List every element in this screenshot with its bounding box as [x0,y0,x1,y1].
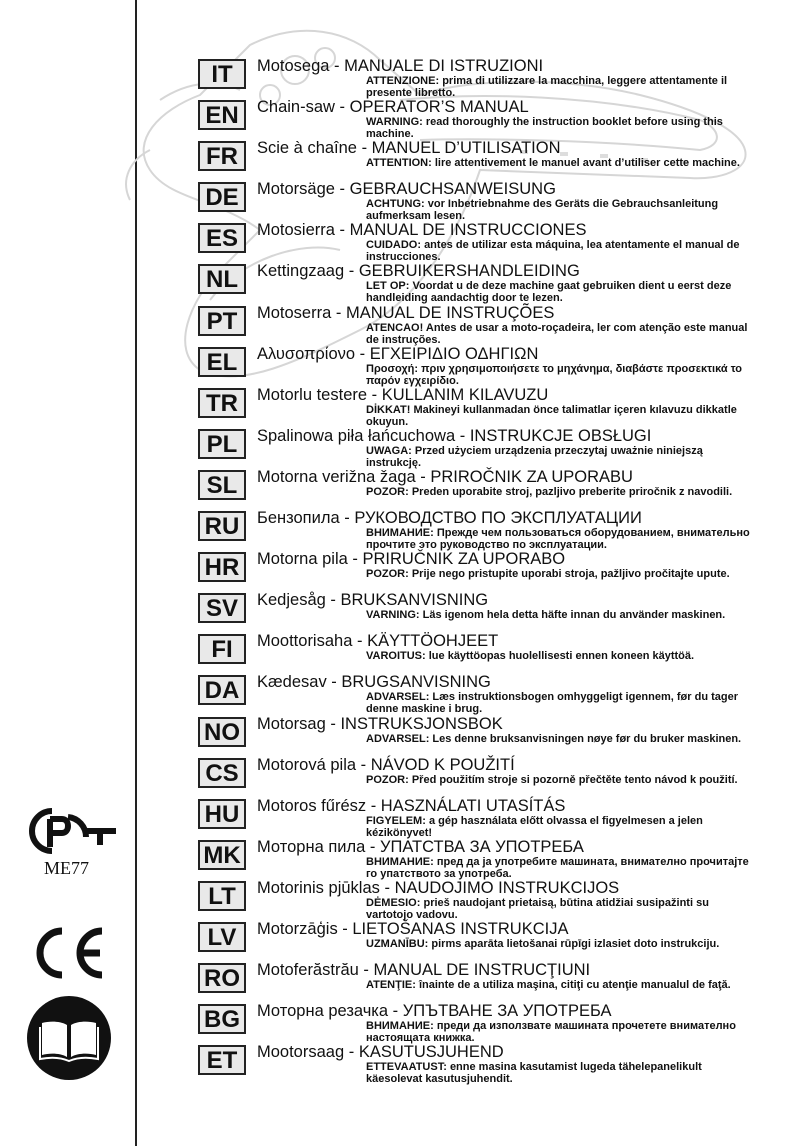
product-name: Mootorsaag [257,1043,345,1062]
manual-name: УПАТСТВА ЗА УПОТРЕБА [379,837,584,856]
manual-name: MANUALE DI ISTRUZIONI [344,57,544,75]
product-name: Kettingzaag [257,262,345,281]
warning-keyword: CUIDADO: [366,239,421,252]
title-separator: - [339,509,355,528]
language-entry-no [198,715,758,756]
language-code-badge: FI [198,634,246,664]
title-separator: - [344,1043,359,1062]
warning-body: Antes de usar a moto-roçadeira, ler com atenção este manual de instruções. [366,321,748,346]
product-name: Motoserra [257,303,332,322]
language-entry-ru [198,509,758,550]
product-name: Scie à chaîne [257,139,357,158]
language-entry-de [198,180,758,221]
warning-keyword: DĖMESIO: [366,896,421,909]
title-separator: - [331,303,346,322]
manual-name: KULLANIM KILAVUZU [381,385,549,404]
warning-keyword: POZOR: [366,485,409,498]
title-separator: - [352,632,368,651]
warning-text [366,609,751,621]
warning-body: преди да използвате машината прочетете внимателно настоящата книжка. [366,1020,736,1045]
language-code-badge: CS [198,758,246,788]
warning-body: vor Inbetriebnahme des Geräts die Gebrauchsanleitung aufmerksam lesen. [366,198,719,223]
warning-keyword: FIGYELEM: [366,814,426,827]
language-entry-et [198,1043,758,1084]
warning-body: lue käyttöopas huolellisesti ennen koneen käyttöä. [428,650,695,663]
language-code-badge: LT [198,881,246,911]
warning-body: pirms aparāta lietošanai rūpīgi izlasiet doto instrukciju. [431,937,720,950]
manual-name: MANUEL D’UTILISATION [371,139,561,158]
manual-name: INSTRUKSJONSBOK [340,714,503,733]
language-code-badge: SL [198,470,246,500]
manual-name: GEBRAUCHSANWEISUNG [349,180,556,199]
warning-body: Makineyi kullanmadan önce talimatlar içeren kılavuzu dikkatle okuyun. [366,403,737,428]
warning-text [366,486,751,498]
language-entry-ro [198,961,758,1002]
language-entry-hu [198,797,758,838]
manual-name: NAUDOJIMO INSTRUKCIJOS [394,878,620,897]
language-entry-es [198,221,758,262]
language-entry-it [198,57,758,98]
warning-keyword: ВНИМАНИЕ: [366,855,434,868]
warning-body: πριν χρησιμοποιήσετε το μηχάνημα, διαβάστε προσεκτικά το παρόν εγχειρίδιο. [366,362,743,387]
manual-name: KÄYTTÖOHJEET [367,632,499,651]
warning-keyword: ADVARSEL: [366,691,430,704]
manual-name: BRUKSANVISNING [340,591,489,610]
title-separator: - [367,385,382,404]
language-entry-sv [198,591,758,632]
product-name: Motosega [257,57,330,75]
manual-title [257,386,548,405]
warning-text [366,198,751,222]
language-code-badge: RU [198,511,246,541]
manual-title [257,715,503,734]
language-entry-tr [198,386,758,427]
manual-name: OPERATOR’S MANUAL [349,98,529,117]
warning-text [366,938,751,950]
warning-body: înainte de a utiliza maşina, citiţi cu atenţie manualul de faţă. [418,979,731,992]
title-separator: - [356,139,372,158]
warning-text [366,815,751,839]
manual-title [257,221,586,240]
product-name: Chain-saw [257,98,335,117]
warning-body: antes de utilizar esta máquina, lea atentamente el manual de instrucciones. [366,239,740,264]
warning-keyword: ETTEVAATUST: [366,1061,447,1074]
warning-keyword: LET OP: [366,280,410,293]
certification-code: ME77 [44,858,89,878]
warning-keyword: POZOR: [366,568,409,581]
product-name: Motorová pila [257,755,357,774]
warning-text [366,116,751,140]
language-code-badge: ET [198,1045,246,1075]
warning-keyword: ATTENTION: [366,157,432,170]
warning-body: Prije nego pristupite uporabi stroja, pažljivo pročitajte upute. [411,568,730,581]
warning-keyword: Προσοχή: [366,362,419,375]
warning-text [366,280,751,304]
title-separator: - [356,755,371,774]
manual-name: INSTRUKCJE OBSŁUGI [469,426,652,445]
warning-body: lire attentivement le manuel avant d’utiliser cette machine. [434,157,740,170]
product-name: Motorlu testere [257,385,368,404]
language-code-badge: EL [198,347,246,377]
language-entries [198,57,758,1084]
warning-keyword: UZMANĪBU: [366,937,429,950]
title-separator: - [344,262,359,281]
warning-keyword: WARNING: [366,116,423,129]
warning-keyword: ACHTUNG: [366,198,425,211]
warning-text [366,691,751,715]
warning-body: prima di utilizzare la macchina, leggere attentamente il presente libretto. [366,75,728,99]
title-separator: - [329,57,345,75]
title-separator: - [325,591,341,610]
language-code-badge: ES [198,223,246,253]
title-separator: - [358,961,374,980]
warning-text [366,650,751,662]
title-separator: - [334,98,350,117]
product-name: Motorsag [257,714,326,733]
title-separator: - [415,467,431,486]
language-code-badge: PL [198,429,246,459]
language-entry-fi [198,632,758,673]
warning-body: Preden uporabite stroj, pazljivo preberite priročnik z navodili. [411,485,733,498]
warning-body: a gép használata előtt olvassa el figyelmesen a jelen kézikönyvet! [366,814,703,839]
language-entry-fr [198,139,758,180]
language-code-badge: NL [198,264,246,294]
language-entry-nl [198,262,758,303]
manual-name: MANUAL DE INSTRUÇÕES [345,303,555,322]
warning-keyword: ВНИМАНИЕ: [366,527,434,540]
product-name: Moottorisaha [257,632,353,651]
warning-keyword: POZOR: [366,773,409,786]
title-separator: - [388,1002,403,1021]
language-entry-pt [198,304,758,345]
warning-keyword: ATTENZIONE: [366,75,440,87]
language-code-badge: MK [198,840,246,870]
product-name: Motorinis pjūklas [257,878,380,897]
manual-title [257,961,590,980]
product-name: Бензопила [257,509,340,528]
language-code-badge: HU [198,799,246,829]
warning-keyword: ADVARSEL: [366,732,430,745]
product-name: Motosierra [257,221,335,240]
warning-text [366,363,751,387]
title-separator: - [347,550,363,569]
manual-title [257,1002,612,1021]
title-separator: - [455,426,470,445]
warning-text [366,404,751,428]
language-code-badge: LV [198,922,246,952]
language-entry-el [198,345,758,386]
manual-name: BRUGSANVISNING [341,673,491,692]
manual-title [257,632,498,651]
warning-body: Před použitím stroje si pozorně přečtěte tento návod k použití. [411,773,738,786]
manual-title [257,879,619,898]
manual-title [257,98,529,117]
warning-body: Прежде чем пользоваться оборудованием, внимательно прочтите это руководство по эксплуатации. [366,527,750,552]
manual-name: УПЪТВАНЕ ЗА УПОТРЕБА [402,1002,612,1021]
title-separator: - [355,344,370,363]
language-code-badge: DE [198,182,246,212]
manual-title [257,550,565,569]
product-name: Kedjesåg [257,591,326,610]
manual-name: GEBRUIKERSHANDLEIDING [358,262,580,281]
language-code-badge: IT [198,59,246,89]
warning-keyword: UWAGA: [366,444,412,457]
warning-text [366,979,751,991]
product-name: Motorna verižna žaga [257,467,416,486]
warning-body: enne masina kasutamist lugeda tähelepanelikult käesolevat kasutusjuhendit. [366,1061,702,1086]
manual-title [257,920,568,939]
warning-keyword: ATENCAO! [366,321,424,334]
language-entry-en [198,98,758,139]
ce-mark-icon [28,925,108,981]
language-entry-lt [198,879,758,920]
language-code-badge: TR [198,388,246,418]
warning-text [366,1061,751,1085]
warning-text [366,157,751,169]
language-code-badge: SV [198,593,246,623]
warning-body: Voordat u de deze machine gaat gebruiken dient u eerst deze handleiding aandachtig door te lezen. [366,280,732,305]
warning-text [366,856,751,880]
warning-body: prieš naudojant prietaisą, būtina atidžiai susipažinti su vartotojo vadovu. [366,896,709,921]
title-separator: - [325,714,341,733]
warning-body: Läs igenom hela detta häfte innan du använder maskinen. [422,609,726,622]
title-separator: - [334,180,350,199]
title-separator: - [337,919,353,938]
warning-body: Les denne bruksanvisningen nøye før du bruker maskinen. [432,732,742,745]
warning-keyword: DİKKAT! [366,403,411,416]
warning-body: Przed użyciem urządzenia przeczytaj uważnie niniejszą instrukcję. [366,444,703,469]
product-name: Motoros fűrész [257,796,367,815]
manual-name: MANUAL DE INSTRUCŢIUNI [373,961,591,980]
language-code-badge: DA [198,675,246,705]
title-separator: - [379,878,395,897]
warning-keyword: VAROITUS: [366,650,426,663]
manual-title [257,797,565,816]
manual-name: NÁVOD K POUŽITÍ [370,755,515,774]
manual-title [257,262,580,281]
manual-name: ΕΓΧΕΙΡΙΔΙΟ ΟΔΗΓΙΩΝ [369,344,539,363]
warning-body: read thoroughly the instruction booklet before using this machine. [366,116,723,141]
product-name: Motorzāģis [257,919,338,938]
manual-name: LIETOŠANAS INSTRUKCIJA [352,919,569,938]
warning-text [366,733,751,745]
manual-title [257,756,515,775]
manual-name: РУКОВОДСТВО ПО ЭКСПЛУАТАЦИИ [354,509,642,528]
manual-title [257,180,556,199]
product-name: Моторна пила [257,837,366,856]
manual-title [257,304,554,323]
warning-text [366,774,751,786]
language-entry-bg [198,1002,758,1043]
manual-name: PRIROČNIK ZA UPORABU [430,467,633,486]
language-code-badge: RO [198,963,246,993]
manual-title [257,427,651,446]
manual-title [257,345,538,364]
manual-title [257,509,642,528]
title-separator: - [365,837,380,856]
manual-title [257,591,488,610]
language-code-badge: HR [198,552,246,582]
language-entry-cs [198,756,758,797]
language-entry-mk [198,838,758,879]
title-separator: - [334,221,350,240]
warning-text [366,897,751,921]
product-name: Моторна резачка [257,1002,389,1021]
product-name: Spalinowa piła łańcuchowa [257,426,456,445]
product-name: Motorna pila [257,550,348,569]
manual-name: HASZNÁLATI UTASÍTÁS [380,796,566,815]
manual-name: MANUAL DE INSTRUCCIONES [349,221,587,240]
warning-text [366,75,751,99]
gost-pct-icon [28,807,120,855]
manual-title [257,838,584,857]
language-entry-lv [198,920,758,961]
manual-title [257,57,543,76]
warning-text [366,527,751,551]
language-code-badge: EN [198,100,246,130]
product-name: Αλυσοπρίονο [257,344,356,363]
product-name: Kædesav [257,673,327,692]
language-entry-hr [198,550,758,591]
warning-text [366,322,751,346]
language-code-badge: FR [198,141,246,171]
warning-text [366,239,751,263]
language-code-badge: NO [198,717,246,747]
warning-text [366,1020,751,1044]
warning-text [366,445,751,469]
language-code-badge: PT [198,306,246,336]
warning-keyword: ATENŢIE: [366,979,416,992]
warning-keyword: ВНИМАНИЕ: [366,1020,434,1033]
language-code-badge: BG [198,1004,246,1034]
manual-title [257,139,561,158]
manual-name: PRIRUČNIK ZA UPORABO [362,550,566,569]
language-entry-sl [198,468,758,509]
manual-name: KASUTUSJUHEND [358,1043,504,1062]
manual-title [257,1043,504,1062]
title-separator: - [366,796,381,815]
manual-title [257,673,491,692]
language-entry-da [198,673,758,714]
warning-body: пред да ја употребите машината, внимателно прочитајте го упатството за употреба. [366,855,749,880]
warning-text [366,568,751,580]
language-entry-pl [198,427,758,468]
title-separator: - [326,673,342,692]
manual-title [257,468,633,487]
warning-body: Læs instruktionsbogen omhyggeligt igennem, før du tager denne maskine i brug. [366,691,738,716]
warning-keyword: VARNING: [366,609,420,622]
product-name: Motoferăstrău [257,961,359,980]
read-manual-book-icon [26,995,112,1081]
product-name: Motorsäge [257,180,335,199]
